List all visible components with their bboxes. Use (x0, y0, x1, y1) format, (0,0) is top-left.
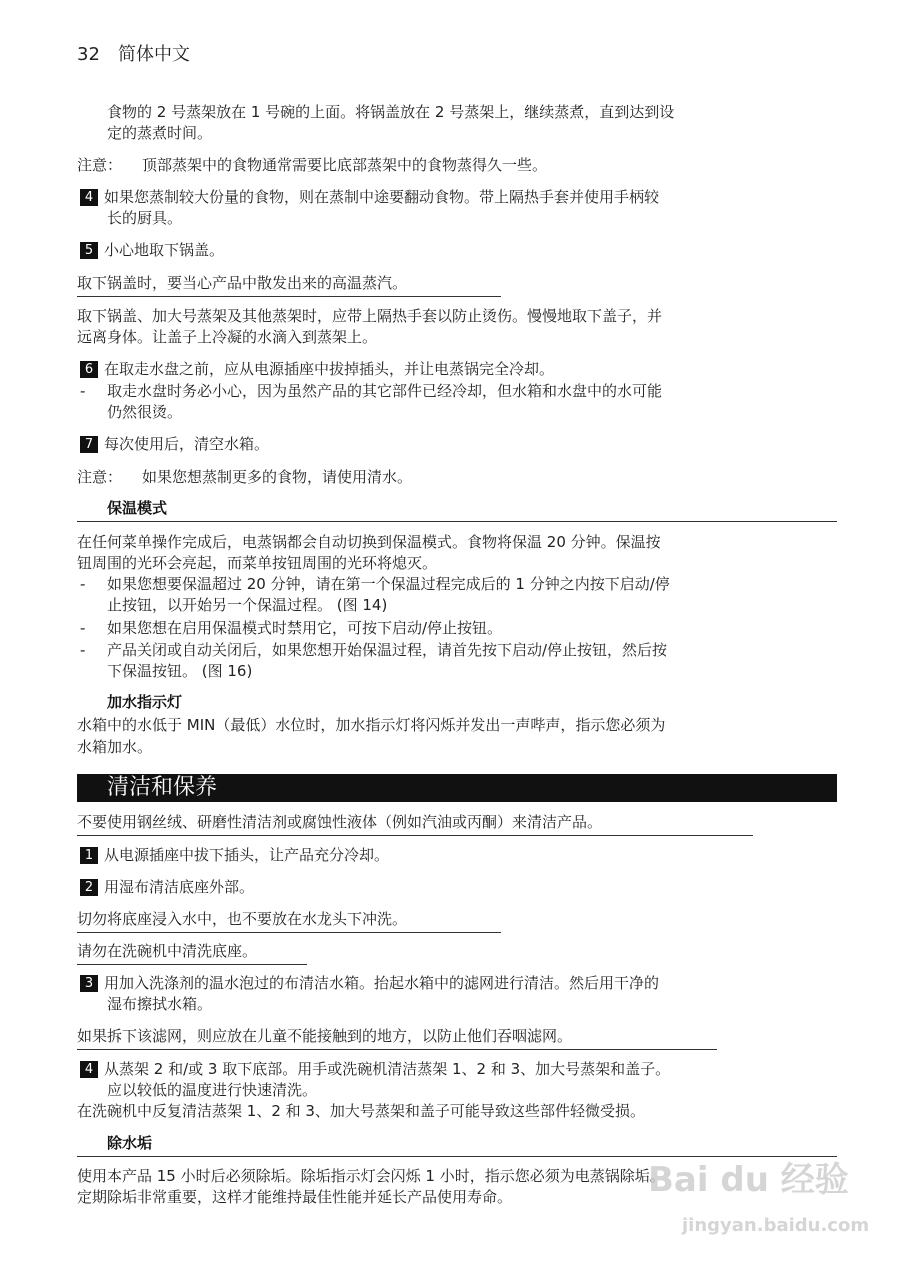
note-text: 如果您想蒸制更多的食物，请使用清水。 (142, 468, 413, 486)
step-number: 6 (80, 361, 98, 378)
para-line: 远离身体。让盖子上冷凝的水滴入到蒸架上。 (77, 328, 378, 346)
step-text: 小心地取下锅盖。 (104, 241, 225, 259)
heading-rule (77, 521, 837, 522)
bullet-text-cont: 仍然很烫。 (107, 403, 183, 421)
step-text-cont: 应以较低的温度进行快速清洗。 (107, 1081, 318, 1099)
warning-block (77, 273, 501, 297)
bullet-text: 取走水盘时务必小心，因为虽然产品的其它部件已经冷却，但水箱和水盘中的水可能 (107, 382, 663, 400)
para-line: 在洗碗机中反复清洁蒸架 1、2 和 3、加大号蒸架和盖子可能导致这些部件轻微受损。 (77, 1102, 645, 1120)
warning-text: 切勿将底座浸入水中，也不要放在水龙头下冲洗。 (77, 909, 501, 933)
warning-text: 不要使用钢丝绒、研磨性清洁剂或腐蚀性液体（例如汽油或丙酮）来清洁产品。 (77, 812, 753, 836)
warning-block (77, 1026, 717, 1050)
note-label: 注意： (77, 468, 123, 486)
step-number: 4 (80, 189, 98, 206)
step-number: 3 (80, 975, 98, 992)
warning-text: 请勿在洗碗机中清洗底座。 (77, 941, 307, 965)
step-3 (80, 973, 659, 993)
bullet-text: 如果您想在启用保温模式时禁用它，可按下启动/停止按钮。 (107, 619, 503, 637)
step-text: 用湿布清洁底座外部。 (104, 878, 255, 896)
section-subheading: 除水垢 (107, 1134, 153, 1152)
bullet-marker: - (80, 619, 86, 637)
step-text-cont: 湿布擦拭水箱。 (107, 995, 213, 1013)
step-number: 5 (80, 242, 98, 259)
step-number: 7 (80, 436, 98, 453)
watermark-logo: Bai du 经验 (648, 1160, 849, 1200)
page-language: 简体中文 (118, 44, 190, 65)
note-text: 顶部蒸架中的食物通常需要比底部蒸架中的食物蒸得久一些。 (142, 156, 548, 174)
section-title: 清洁和保养 (107, 775, 218, 800)
bullet-marker: - (80, 575, 86, 593)
bullet-text-cont: 下保温按钮。 (图 16) (107, 662, 253, 680)
step-text: 在取走水盘之前，应从电源插座中拔掉插头，并让电蒸锅完全冷却。 (104, 360, 555, 378)
step-1 (80, 845, 389, 865)
warning-block (77, 812, 753, 836)
section-heading-bar (77, 774, 837, 802)
note-label: 注意： (77, 156, 123, 174)
warning-text: 如果拆下该滤网，则应放在儿童不能接触到的地方，以防止他们吞咽滤网。 (77, 1026, 717, 1050)
para-line: 水箱加水。 (77, 738, 153, 756)
step-text: 从电源插座中拔下插头，让产品充分冷却。 (104, 846, 390, 864)
bullet-marker: - (80, 382, 86, 400)
step-text: 每次使用后，清空水箱。 (104, 435, 270, 453)
step-number: 2 (80, 879, 98, 896)
step-text-cont: 长的厨具。 (107, 209, 183, 227)
para-line: 取下锅盖、加大号蒸架及其他蒸架时，应带上隔热手套以防止烫伤。慢慢地取下盖子，并 (77, 307, 663, 325)
warning-block (77, 941, 307, 965)
bullet-text-cont: 止按钮，以开始另一个保温过程。 (图 14) (107, 596, 388, 614)
section-subheading: 加水指示灯 (107, 693, 183, 711)
step-text: 如果您蒸制较大份量的食物，则在蒸制中途要翻动食物。带上隔热手套并使用手柄较 (104, 188, 660, 206)
page-number: 32 (77, 44, 100, 65)
watermark-url: jingyan.baidu.com (682, 1215, 870, 1236)
heading-rule (77, 1156, 837, 1157)
step-4 (80, 187, 659, 207)
para-line: 钮周围的光环会亮起，而菜单按钮周围的光环将熄灭。 (77, 554, 438, 572)
step-2 (80, 877, 254, 897)
para-line: 使用本产品 15 小时后必须除垢。除垢指示灯会闪烁 1 小时，指示您必须为电蒸锅除垢。 (77, 1167, 665, 1185)
step-number: 1 (80, 847, 98, 864)
para-line: 定的蒸煮时间。 (107, 124, 213, 142)
step-7 (80, 434, 269, 454)
bullet-text: 产品关闭或自动关闭后，如果您想开始保温过程，请首先按下启动/停止按钮，然后按 (107, 641, 668, 659)
step-5 (80, 240, 224, 260)
warning-text: 取下锅盖时，要当心产品中散发出来的高温蒸汽。 (77, 273, 501, 297)
step-6 (80, 359, 554, 379)
para-line: 食物的 2 号蒸架放在 1 号碗的上面。将锅盖放在 2 号蒸架上，继续蒸煮，直到达到设 (107, 103, 675, 121)
step-text: 从蒸架 2 和/或 3 取下底部。用手或洗碗机清洁蒸架 1、2 和 3、加大号蒸架和盖子。 (104, 1060, 671, 1078)
section-subheading: 保温模式 (107, 499, 168, 517)
warning-block (77, 909, 501, 933)
para-line: 水箱中的水低于 MIN（最低）水位时，加水指示灯将闪烁并发出一声哔声，指示您必须为 (77, 716, 666, 734)
step-text: 用加入洗涤剂的温水泡过的布清洁水箱。抬起水箱中的滤网进行清洁。然后用干净的 (104, 974, 660, 992)
para-line: 定期除垢非常重要，这样才能维持最佳性能并延长产品使用寿命。 (77, 1188, 513, 1206)
bullet-text: 如果您想要保温超过 20 分钟，请在第一个保温过程完成后的 1 分钟之内按下启动/停 (107, 575, 670, 593)
step-4 (80, 1059, 670, 1079)
step-number: 4 (80, 1061, 98, 1078)
bullet-marker: - (80, 641, 86, 659)
para-line: 在任何菜单操作完成后，电蒸锅都会自动切换到保温模式。食物将保温 20 分钟。保温按 (77, 533, 661, 551)
